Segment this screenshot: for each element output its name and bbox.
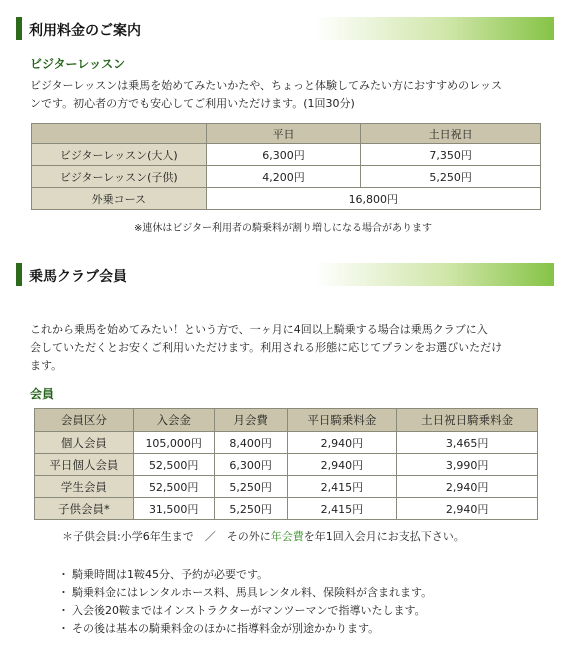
row-label: 外乗コース — [32, 188, 207, 210]
row-label: ビジターレッスン(大人) — [32, 144, 207, 166]
list-item-text: 騎乗料金にはレンタルホース料、馬具レンタル料、保険料が含まれます。 — [72, 586, 433, 599]
table-cell: 105,000円 — [133, 432, 214, 454]
table-header-cell: 土日祝日 — [361, 124, 541, 144]
holiday-price: 7,350円 — [361, 144, 541, 166]
table-cell: 5,250円 — [214, 476, 287, 498]
list-item — [58, 584, 432, 602]
description-line: ます。 — [30, 359, 63, 372]
list-item-text: 騎乗時間は1鞍45分、予約が必要です。 — [72, 568, 269, 581]
table-header-row — [35, 409, 538, 432]
section-header-pricing — [16, 17, 554, 40]
membership-subtitle: 会員 — [30, 387, 55, 401]
visitor-lesson-subtitle: ビジターレッスン — [30, 57, 126, 71]
bullet-icon: ・ — [58, 586, 69, 599]
section-title: 利用料金のご案内 — [29, 23, 141, 39]
table-header-cell: 土日祝日騎乗料金 — [397, 409, 538, 432]
table-cell: 31,500円 — [133, 498, 214, 520]
note-highlight: 年会費 — [270, 530, 304, 543]
table-row — [35, 432, 538, 454]
note-text: ＊子供会員:小学6年生まで ／ その外に — [62, 530, 271, 543]
table-cell: 2,940円 — [397, 498, 538, 520]
description-line: これから乗馬を始めてみたい！という方で、一ヶ月に4回以上騎乗する場合は乗馬クラブに入 — [30, 323, 488, 336]
table-row — [35, 454, 538, 476]
description-line: 会していただくとお安くご利用いただけます。利用される形態に応じてプランをお選びいただけ — [30, 341, 503, 354]
table-cell: 5,250円 — [214, 498, 287, 520]
weekday-price: 6,300円 — [206, 144, 361, 166]
table-cell: 52,500円 — [133, 454, 214, 476]
list-item-text: その後は基本の騎乗料金のほかに指導料金が別途かかります。 — [72, 622, 380, 635]
table-cell: 2,940円 — [397, 476, 538, 498]
table-header-cell: 入会金 — [133, 409, 214, 432]
table-row — [35, 476, 538, 498]
section-title: 乗馬クラブ会員 — [29, 269, 127, 285]
table-row — [32, 188, 541, 210]
table-header-cell: 平日 — [206, 124, 361, 144]
list-item-text: 入会後20鞍まではインストラクターがマンツーマンで指導いたします。 — [72, 604, 426, 617]
visitor-lesson-description — [30, 77, 502, 113]
list-item — [58, 620, 432, 638]
section-header-membership — [16, 263, 554, 286]
table-header-row — [32, 124, 541, 144]
description-line: ンです。初心者の方でも安心してご利用いただけます。(1回30分) — [30, 97, 355, 110]
table-header-cell: 平日騎乗料金 — [287, 409, 397, 432]
table-cell: 2,940円 — [287, 432, 397, 454]
table-cell: 3,465円 — [397, 432, 538, 454]
bullet-icon: ・ — [58, 604, 69, 617]
table-header-cell: 月会費 — [214, 409, 287, 432]
table-cell: 52,500円 — [133, 476, 214, 498]
row-label: 個人会員 — [35, 432, 134, 454]
table-cell: 3,990円 — [397, 454, 538, 476]
table-header-cell — [32, 124, 207, 144]
visitor-price-table — [31, 123, 541, 210]
bullet-icon: ・ — [58, 622, 69, 635]
table-cell: 6,300円 — [214, 454, 287, 476]
table-row — [35, 498, 538, 520]
membership-bullet-list — [58, 566, 432, 638]
table-cell: 2,940円 — [287, 454, 397, 476]
list-item — [58, 566, 432, 584]
row-label: 学生会員 — [35, 476, 134, 498]
note-text: を年1回入会月にお支払下さい。 — [303, 530, 465, 543]
row-label: ビジターレッスン(子供) — [32, 166, 207, 188]
table-cell: 2,415円 — [287, 476, 397, 498]
membership-price-table — [34, 408, 538, 520]
table-row — [32, 144, 541, 166]
row-label: 平日個人会員 — [35, 454, 134, 476]
table-cell: 8,400円 — [214, 432, 287, 454]
bullet-icon: ・ — [58, 568, 69, 581]
table-row — [32, 166, 541, 188]
membership-note — [62, 528, 465, 544]
membership-description — [30, 321, 502, 375]
row-label: 子供会員* — [35, 498, 134, 520]
description-line: ビジターレッスンは乗馬を始めてみたいかたや、ちょっと体験してみたい方におすすめのレッス — [30, 79, 503, 92]
table-cell: 2,415円 — [287, 498, 397, 520]
table-header-cell: 会員区分 — [35, 409, 134, 432]
holiday-price: 5,250円 — [361, 166, 541, 188]
visitor-note: ※連休はビジター利用者の騎乗料が割り増しになる場合があります — [134, 223, 432, 234]
outing-price: 16,800円 — [206, 188, 540, 210]
list-item — [58, 602, 432, 620]
weekday-price: 4,200円 — [206, 166, 361, 188]
